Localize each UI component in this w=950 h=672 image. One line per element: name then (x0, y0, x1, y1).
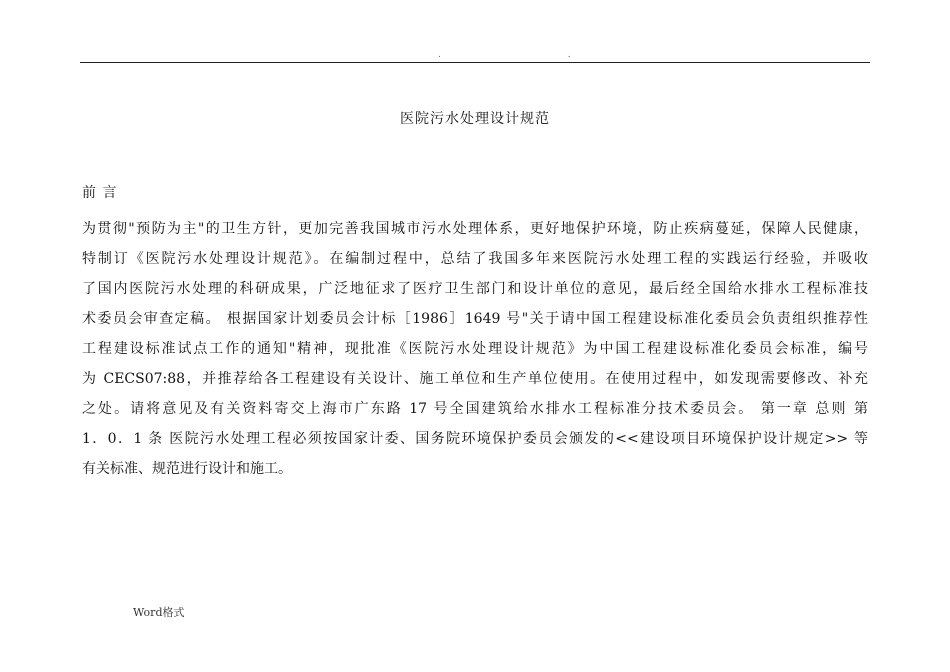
body-line: 特制订《医院污水处理设计规范》。在编制过程中，总结了我国多年来医院污水处理工程的实践运行经验，并吸收 (82, 251, 868, 267)
footer-label: Word格式 (133, 606, 185, 619)
body-line: 为 CECS07:88，并推荐给各工程建设有关设计、施工单位和生产单位使用。在使用过程中，如发现需要修改、补充 (82, 371, 868, 387)
document-title: 医院污水处理设计规范 (400, 111, 550, 127)
body-line: 有关标准、规范进行设计和施工。 (82, 461, 292, 477)
section-heading-preface: 前 言 (82, 185, 118, 201)
header-marks: . . (438, 50, 633, 60)
header-rule (80, 62, 870, 63)
body-line: 工程建设标准试点工作的通知"精神，现批准《医院污水处理设计规范》为中国工程建设标准化委员会标准，编号 (82, 341, 868, 357)
body-line: 之处。请将意见及有关资料寄交上海市广东路 17 号全国建筑给水排水工程标准分技术委员会。 第一章 总则 第 (82, 401, 868, 417)
body-line: 术委员会审查定稿。 根据国家计划委员会计标［1986］1649 号"关于请中国工程建设标准化委员会负责组织推荐性 (82, 311, 868, 327)
body-paragraph (82, 214, 868, 484)
body-line: 为贯彻"预防为主"的卫生方针，更加完善我国城市污水处理体系，更好地保护环境，防止疾病蔓延，保障人民健康， (82, 221, 868, 237)
body-line: 了国内医院污水处理的科研成果，广泛地征求了医疗卫生部门和设计单位的意见，最后经全国给水排水工程标准技 (82, 281, 868, 297)
body-line: 1．0．1 条 医院污水处理工程必须按国家计委、国务院环境保护委员会颁发的<<建设项目环境保护设计规定>> 等 (82, 431, 868, 447)
